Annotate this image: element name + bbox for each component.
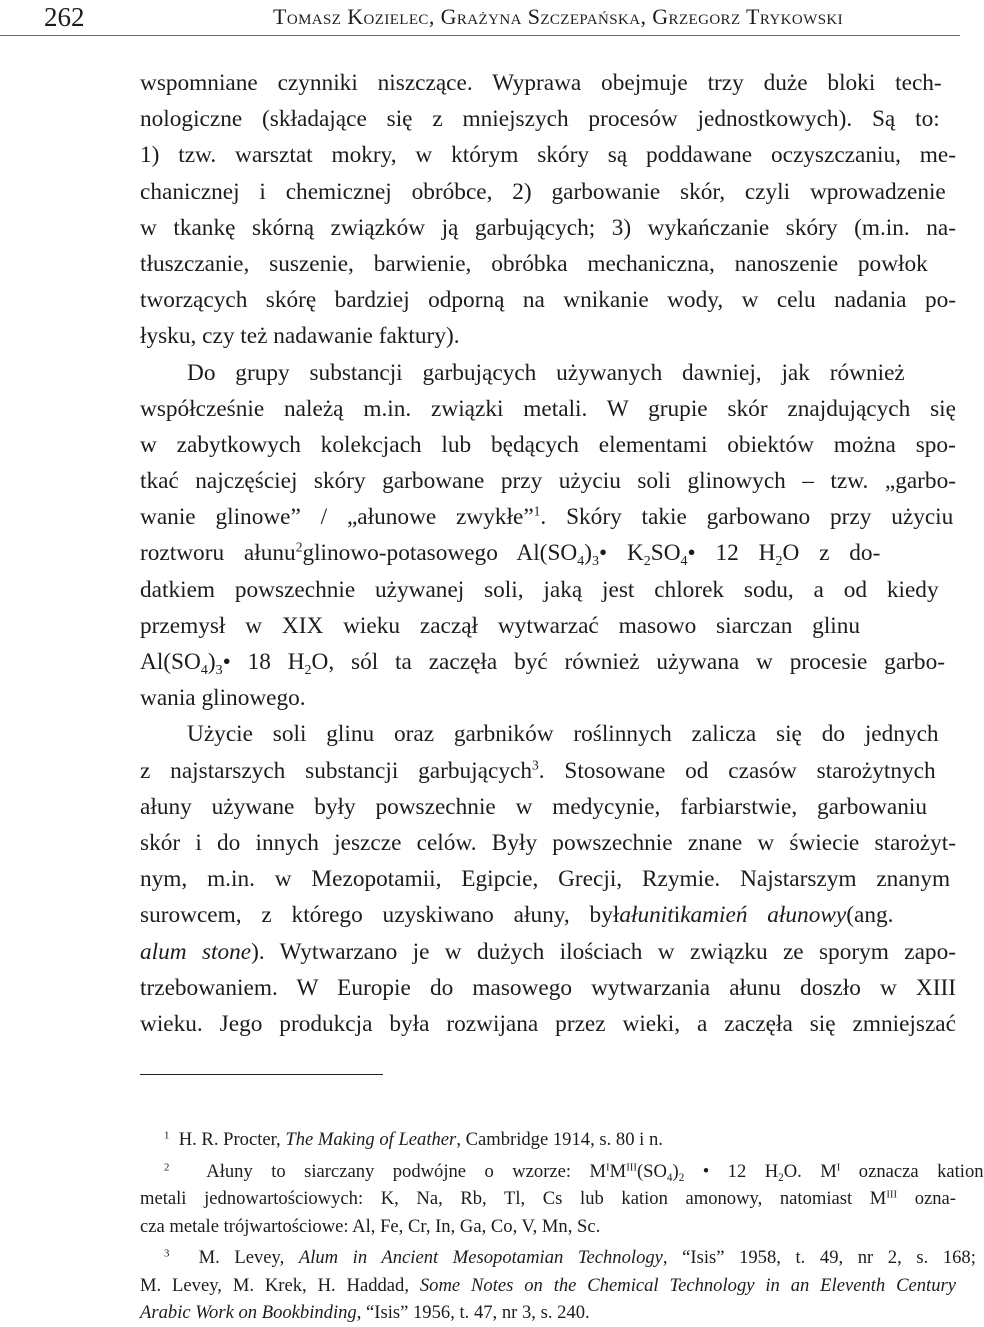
text-line: skór i do innych jeszcze celów. Były powszechnie znane w świecie starożyt-: [140, 829, 956, 856]
footnote-ref[interactable]: 3: [531, 757, 539, 773]
footnote-number: 3: [164, 1247, 170, 1260]
footnote-ref[interactable]: 2: [295, 540, 303, 556]
text-line: wanie glinowe” / „ałunowe zwykłe”$^1$. Skóry takie garbowano przy użyciu: [140, 503, 954, 531]
footnote-3: $^3$ M. Levey, Alum in Ancient Mesopotamian Technology, “Isis” 1958, t. 49, nr 2, s. 168;: [164, 1247, 976, 1268]
footnote-2-cont: metali jednowartościowych: K, Na, Rb, Tl, Cs lub kation amonowy, natomiast $M^{III}$ ozna-: [140, 1188, 956, 1209]
text-line: współcześnie należą m.in. związki metali. W grupie skór znajdujących się: [140, 395, 956, 422]
footnote-ref[interactable]: 1: [533, 503, 541, 519]
text-line: nym, m.in. w Mezopotamii, Egipcie, Grecji, Rzymie. Najstarszym znanym: [140, 866, 951, 893]
header-rule: [0, 35, 960, 36]
text-line: datkiem powszechnie używanej soli, jaką jest chlorek sodu, a od kiedy: [140, 576, 939, 603]
footnotes: [140, 1126, 984, 1327]
footnote-3-cont: M. Levey, M. Krek, H. Haddad, Some Notes on the Chemical Technology in an Eleventh Century: [140, 1274, 956, 1296]
text-line: tworzących skórę bardziej odporną na wnikanie wody, w celu nadania po-: [140, 287, 956, 314]
text-line: tkać najczęściej skóry garbowane przy użyciu soli glinowych – tzw. „garbo-: [140, 468, 956, 495]
text-line: przemysł w XIX wieku zaczął wytwarzać masowo siarczan glinu: [140, 612, 861, 639]
text-line: $Al(SO_4)_3•$ 18 $H_2O$, sól ta zaczęła być również używana w procesie garbo-: [140, 649, 945, 678]
footnote-number: 1: [164, 1129, 170, 1142]
text-line: 1) tzw. warsztat mokry, w którym skóry są poddawane oczyszczaniu, me-: [140, 142, 956, 169]
footnote-2: $^2$ Ałuny to siarczany podwójne o wzorze: $M^IM^{III}(SO_4)_2$ • 12 $H_2O$. $M^I$ oznacza kation: [164, 1160, 984, 1184]
page-number: 262: [44, 2, 85, 32]
footnote-2-cont: cza metale trójwartościowe: Al, Fe, Cr, In, Ga, Co, V, Mn, Sc.: [140, 1215, 601, 1237]
text-line: tłuszczanie, suszenie, barwienie, obróbka mechaniczna, nanoszenie powłok: [140, 250, 928, 277]
page-header: [44, 0, 960, 37]
footnote-3-cont: Arabic Work on Bookbinding, “Isis” 1956, t. 47, nr 3, s. 240.: [140, 1302, 590, 1323]
text-line: łysku, czy też nadawanie faktury).: [140, 323, 460, 350]
text-line: chanicznej i chemicznej obróbce, 2) garbowanie skór, czyli wprowadzenie: [140, 178, 946, 205]
text-line: w tkankę skórną związków ją garbujących; 3) wykańczanie skóry (m.in. na-: [140, 214, 956, 241]
text-line: w zabytkowych kolekcjach lub będących elementami obiektów można spo-: [140, 431, 956, 458]
text-line: ałuny używane były powszechnie w medycynie, farbiarstwie, garbowaniu: [140, 793, 927, 820]
text-line: wania glinowego.: [140, 685, 306, 712]
footnote-rule: [140, 1074, 383, 1075]
text-line: surowcem, z którego uzyskiwano ałuny, byłałunitikamień ałunowy(ang.: [140, 902, 894, 929]
text-line: Do grupy substancji garbujących używanych dawniej, jak również: [187, 359, 905, 386]
text-line: trzebowaniem. W Europie do masowego wytwarzania ałunu doszło w XIII: [140, 974, 956, 1001]
text-line: wspomniane czynniki niszczące. Wyprawa obejmuje trzy duże bloki tech-: [140, 70, 942, 96]
text-line: roztworu ałunu$^2$glinowo-potasowego $Al(SO_4)_3•$ $K_2SO_4•$ 12 $H_2O$ z do-: [140, 540, 881, 570]
text-line: alum stone). Wytwarzano je w dużych ilościach w związku ze sporym zapo-: [140, 938, 956, 965]
footnote-1: $^1$ H. R. Procter, The Making of Leather, Cambridge 1914, s. 80 i n.: [164, 1129, 663, 1150]
running-head: Tomasz Kozielec, Grażyna Szczepańska, Grzegorz Trykowski: [273, 4, 844, 29]
footnote-number: 2: [164, 1160, 170, 1173]
text-line: Użycie soli glinu oraz garbników roślinnych zalicza się do jednych: [187, 721, 939, 748]
text-line: nologiczne (składające się z mniejszych procesów jednostkowych). Są to:: [140, 106, 940, 133]
text-line: z najstarszych substancji garbujących$^3$. Stosowane od czasów starożytnych: [140, 757, 936, 784]
body-text: [140, 65, 956, 1042]
text-line: wieku. Jego produkcja była rozwijana przez wieki, a zaczęła się zmniejszać: [140, 1010, 956, 1037]
